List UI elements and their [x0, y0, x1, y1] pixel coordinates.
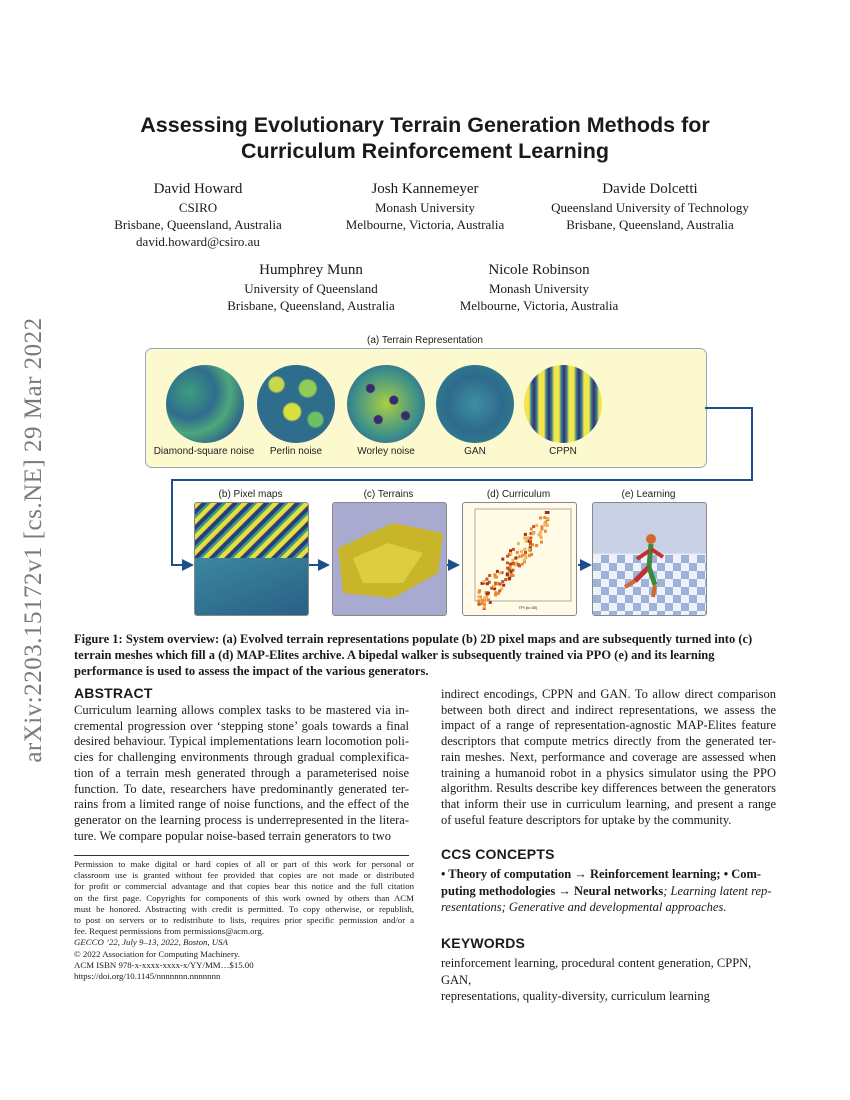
- footnote-line: Permission to make digital or hard copies of all or part of this work for personal or: [74, 859, 414, 869]
- terrain-label: Diamond-square noise: [153, 446, 255, 457]
- curriculum-cell: [478, 589, 481, 592]
- curriculum-cell: [502, 584, 505, 587]
- curriculum-cell: [509, 573, 512, 576]
- abstract-line: ture. We compare popular noise-based terrain generators to two: [74, 828, 392, 843]
- curriculum-cell: [512, 562, 515, 565]
- abstract-line: of useful feature descriptors for uptake by the community.: [441, 812, 732, 827]
- curriculum-cell: [521, 554, 524, 557]
- abstract-line: between both direct and indirect representations, we assess the: [441, 702, 776, 717]
- author-affiliation: University of Queensland: [244, 281, 378, 296]
- title-line-1: Assessing Evolutionary Terrain Generation Methods for: [140, 113, 710, 137]
- curriculum-cell: [524, 551, 527, 554]
- author-affiliation: Monash University: [374, 200, 476, 215]
- curriculum-cell: [493, 585, 496, 588]
- curriculum-cell: [506, 555, 509, 558]
- author-location: Brisbane, Queensland, Australia: [114, 217, 282, 232]
- curriculum-cell: [500, 587, 503, 590]
- footnote-line: classroom use is granted without fee provided that copies are not made or distributed: [74, 870, 414, 881]
- ccs-concept: • Theory of computation → Reinforcement learning: [441, 867, 717, 881]
- curriculum-cell: [543, 522, 546, 525]
- curriculum-cell: [501, 580, 504, 583]
- title-line-2: Curriculum Reinforcement Learning: [241, 139, 609, 163]
- curriculum-cell: [516, 551, 519, 554]
- ccs-concept-italic: ; Learning latent rep-: [663, 883, 772, 898]
- keywords: [441, 955, 781, 1005]
- curriculum-scatter: [463, 503, 576, 615]
- curriculum-cell: [530, 553, 533, 556]
- curriculum-cell: [506, 572, 509, 575]
- footnote: [74, 859, 414, 982]
- footnote-line: must be honored. Abstracting with credit is permitted. To copy otherwise, or republish,: [74, 903, 414, 914]
- curriculum-cell: [494, 591, 497, 594]
- curriculum-cell: [488, 574, 491, 577]
- arxiv-stamp: arXiv:2203.15172v1 [cs.NE] 29 Mar 2022: [20, 317, 47, 763]
- terrain-label: GAN: [464, 446, 486, 457]
- author-name: David Howard: [153, 181, 243, 197]
- figure-caption: Figure 1: System overview: (a) Evolved terrain representations populate (b) 2D pixel maps and are subsequently turned into (c) terrain meshes which fill a (d) MAP-Elites archive. A bipedal walker is subsequently trained via PPO (e) and its learning performance is used to assess the impact of the various generators.: [74, 632, 753, 679]
- curriculum-cell: [540, 541, 543, 544]
- curriculum-cell: [506, 567, 509, 570]
- abstract-line: that inform their use in curriculum learning, and present a range: [441, 796, 776, 811]
- ccs-concept-italic: resentations; Generative and developmental approaches.: [441, 900, 727, 914]
- abstract-line: cies for challenging environments through gradual complexifica-: [74, 750, 409, 765]
- footnote-line: for profit or commercial advantage and that copies bear this notice and the full citation: [74, 881, 414, 892]
- abstract-line: function. To date, researchers have predominantly generated ter-: [74, 781, 409, 796]
- footnote-rule: [74, 855, 409, 856]
- curriculum-cell: [543, 516, 546, 519]
- curriculum-cell: [530, 528, 533, 531]
- footnote-line: on the first page. Copyrights for components of this work owned by others than ACM: [74, 892, 414, 903]
- curriculum-cell: [528, 548, 531, 551]
- author-affiliation: CSIRO: [178, 200, 218, 215]
- keywords-line: representations, quality-diversity, curriculum learning: [441, 989, 710, 1003]
- author-location: Melbourne, Victoria, Australia: [459, 298, 619, 313]
- curriculum-cell: [539, 516, 542, 519]
- author-location: Brisbane, Queensland, Australia: [227, 298, 395, 313]
- footnote-line: to post on servers or to redistribute to lists, requires prior specific permission and/or a: [74, 915, 414, 926]
- curriculum-cell: [499, 571, 502, 574]
- curriculum-cell: [541, 525, 544, 528]
- copyright: © 2022 Association for Computing Machinery.: [74, 948, 240, 959]
- abstract-line: training a humanoid robot in a physics simulator using the PPO: [441, 765, 776, 780]
- ccs-separator: ; • Com-: [716, 867, 762, 881]
- ccs-concept: puting methodologies → Neural networks: [441, 883, 664, 898]
- author-name: Josh Kannemeyer: [371, 181, 479, 197]
- figure-top-label: (a) Terrain Representation: [367, 335, 483, 346]
- curriculum-cell: [526, 536, 529, 539]
- curriculum-cell: [524, 533, 527, 536]
- curriculum-cell: [486, 582, 489, 585]
- curriculum-cell: [496, 570, 499, 573]
- author-location: Melbourne, Victoria, Australia: [345, 217, 505, 232]
- curriculum-cell: [477, 595, 480, 598]
- curriculum-cell: [483, 580, 486, 583]
- author-block: [535, 180, 765, 233]
- curriculum-cell: [511, 559, 514, 562]
- curriculum-cell: [509, 549, 512, 552]
- pixel-maps-image: [194, 502, 309, 616]
- abstract-line: indirect encodings, CPPN and GAN. To allow direct comparison: [441, 687, 776, 701]
- curriculum-cell: [497, 592, 500, 595]
- author-block: [211, 261, 411, 314]
- abstract-line: impact of a range of representation-agnostic MAP-Elites feature: [441, 718, 776, 733]
- curriculum-cell: [485, 595, 488, 598]
- curriculum-cell: [535, 544, 538, 547]
- author-block: [439, 261, 639, 314]
- curriculum-xlabel: TPI (k=30): [518, 605, 538, 610]
- footnote-line: fee. Request permissions from permissions@acm.org.: [74, 926, 264, 937]
- panel-label: (d) Curriculum: [486, 489, 551, 500]
- abstract-line: rain meshes. Next, performance and coverage are assessed when: [441, 749, 776, 764]
- curriculum-cell: [524, 556, 527, 559]
- curriculum-cell: [520, 550, 523, 553]
- curriculum-cell: [523, 548, 526, 551]
- curriculum-cell: [504, 578, 507, 581]
- curriculum-cell: [523, 559, 526, 562]
- curriculum-cell: [546, 517, 549, 520]
- curriculum-cell: [477, 599, 480, 602]
- curriculum-cell: [499, 583, 502, 586]
- curriculum-cell: [501, 558, 504, 561]
- terrains-image: [332, 502, 447, 616]
- abstract-line: algorithm. Results describe key differences between the generators: [441, 781, 776, 796]
- abstract-line: generator on the learning process is underrepresented in the litera-: [74, 812, 409, 827]
- author-name: Davide Dolcetti: [602, 181, 698, 197]
- bipedal-walker: [593, 503, 706, 615]
- curriculum-cell: [495, 576, 498, 579]
- curriculum-cell: [506, 561, 509, 564]
- curriculum-cell: [521, 563, 524, 566]
- panel-label: (e) Learning: [621, 489, 676, 500]
- abstract-line: cremental progression over ‘stepping stone’ goals towards a final: [74, 718, 409, 733]
- abstract-line: tion of a terrain mesh generated through a parameterised noise: [74, 765, 409, 780]
- author-block: [325, 180, 525, 233]
- abstract-left-column: [74, 703, 409, 844]
- abstract-line: descriptors that compute metrics directly from the generated ter-: [441, 734, 776, 749]
- venue: GECCO ’22, July 9–13, 2022, Boston, USA: [74, 937, 228, 948]
- author-location: Brisbane, Queensland, Australia: [566, 217, 734, 232]
- learning-image: [592, 502, 707, 616]
- curriculum-cell: [523, 536, 526, 539]
- author-block: [98, 180, 298, 250]
- abstract-line: desired behaviour. Typical implementations learn locomotion poli-: [74, 734, 409, 749]
- paper-title: [90, 112, 760, 164]
- ccs-heading: CCS CONCEPTS: [441, 846, 555, 862]
- curriculum-cell: [478, 603, 481, 606]
- isbn: ACM ISBN 978-x-xxxx-xxxx-x/YY/MM…$15.00: [74, 959, 254, 970]
- keywords-line: reinforcement learning, procedural content generation, CPPN, GAN,: [441, 956, 752, 987]
- curriculum-cell: [532, 532, 535, 535]
- author-affiliation: Queensland University of Technology: [551, 200, 749, 215]
- curriculum-image: [462, 502, 577, 616]
- author-affiliation: Monash University: [488, 281, 590, 296]
- abstract-right-column: [441, 687, 776, 828]
- curriculum-cell: [514, 557, 517, 560]
- curriculum-cell: [510, 570, 513, 573]
- curriculum-cell: [525, 540, 528, 543]
- panel-label: (b) Pixel maps: [218, 489, 283, 500]
- curriculum-cell: [539, 534, 542, 537]
- panel-label: (c) Terrains: [363, 489, 414, 500]
- curriculum-cell: [509, 552, 512, 555]
- terrain-label: Perlin noise: [269, 446, 323, 457]
- curriculum-cell: [547, 511, 550, 514]
- curriculum-cell: [485, 578, 488, 581]
- curriculum-cell: [487, 592, 490, 595]
- author-email: david.howard@csiro.au: [136, 234, 260, 249]
- author-name: Nicole Robinson: [488, 262, 590, 278]
- curriculum-cell: [508, 577, 511, 580]
- curriculum-cell: [517, 542, 520, 545]
- abstract-heading: ABSTRACT: [74, 685, 153, 701]
- permission-notice: [74, 859, 414, 937]
- curriculum-cell: [517, 563, 520, 566]
- ccs-concepts: [441, 866, 781, 916]
- terrain-mesh-shape: [333, 503, 446, 615]
- curriculum-cell: [544, 530, 547, 533]
- keywords-heading: KEYWORDS: [441, 935, 526, 951]
- abstract-line: rains from a limited range of noise functions, and the effect of the: [74, 797, 409, 812]
- curriculum-cell: [529, 540, 532, 543]
- terrain-label: CPPN: [549, 446, 577, 457]
- curriculum-cell: [535, 524, 538, 527]
- doi: https://doi.org/10.1145/nnnnnnn.nnnnnnn: [74, 971, 221, 982]
- author-name: Humphrey Munn: [259, 262, 363, 278]
- curriculum-cell: [512, 548, 515, 551]
- abstract-line: Curriculum learning allows complex tasks to be mastered via in-: [74, 703, 409, 717]
- curriculum-cell: [487, 598, 490, 601]
- terrain-label: Worley noise: [357, 446, 415, 457]
